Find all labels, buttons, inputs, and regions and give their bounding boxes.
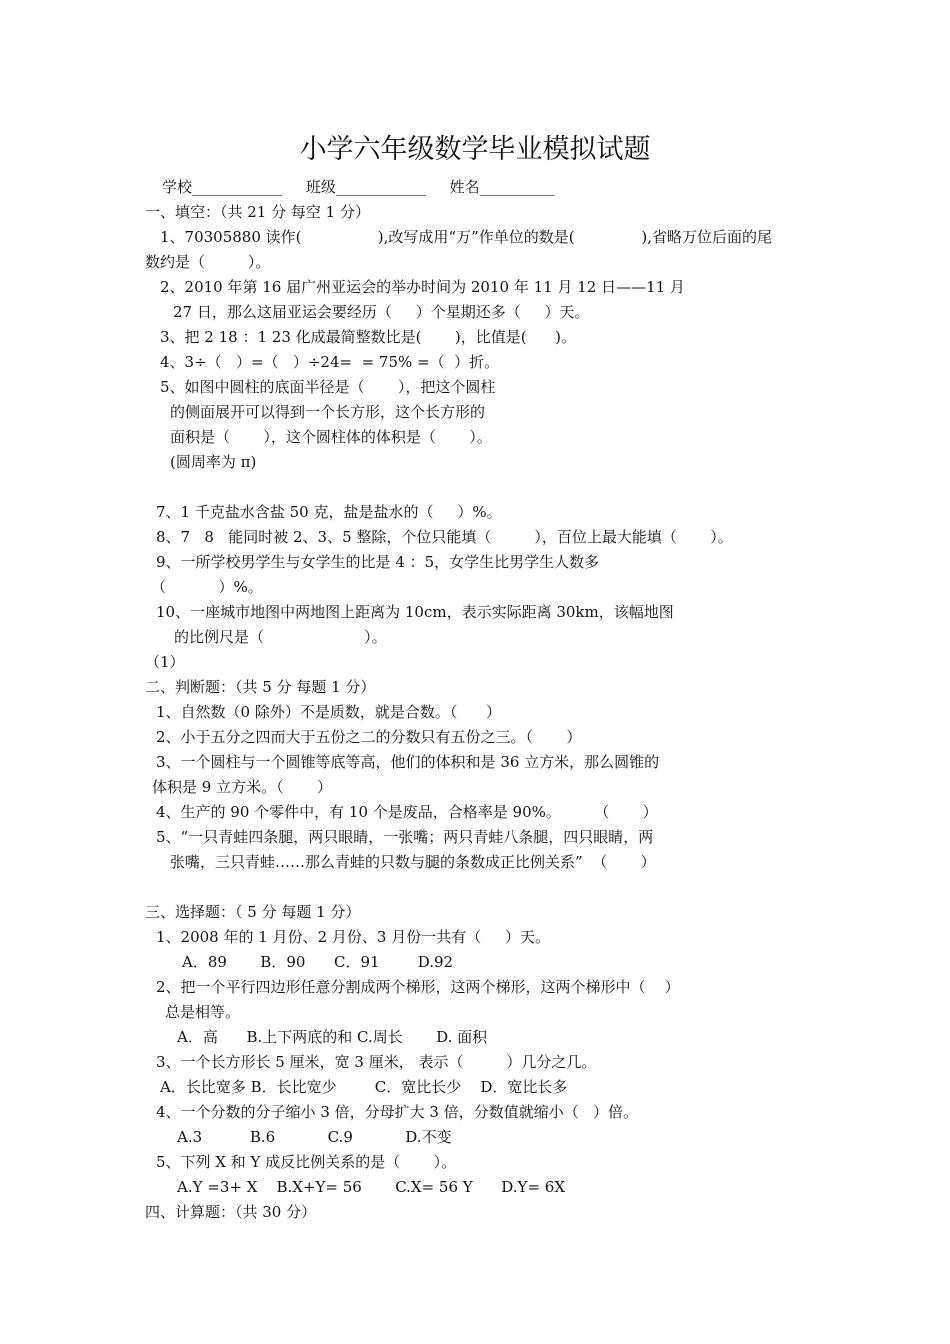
question-line: 张嘴，三只青蛙……那么青蛙的只数与腿的条数成正比例关系” （ ） (170, 853, 656, 871)
question-line: 3、一个圆柱与一个圆锥等底等高，他们的体积和是 36 立方米，那么圆锥的 (156, 753, 660, 771)
question-line: 5、下列 X 和 Y 成反比例关系的是（ ）。 (156, 1153, 457, 1171)
question-line: 的比例尺是（ ）。 (174, 628, 387, 646)
section-true-false-heading: 二、判断题：（共 5 分 每题 1 分） (145, 678, 376, 696)
section-choice-heading: 三、选择题：（ 5 分 每题 1 分） (145, 903, 361, 921)
question-line: 9、一所学校男学生与女学生的比是 4 ：5，女学生比男学生人数多 (156, 553, 600, 571)
question-line: 总是相等。 (165, 1003, 241, 1021)
question-line: 8、7 8 能同时被 2、3、5 整除，个位只能填（ ），百位上最大能填（ ）。 (156, 528, 733, 546)
question-line: 2、2010 年第 16 届广州亚运会的举办时间为 2010 年 11 月 12 日——11 月 (160, 278, 685, 296)
option-line: A．长比宽多 B．长比宽少 C．宽比长少 D．宽比长多 (160, 1078, 568, 1096)
option-line: A.3 B.6 C.9 D.不变 (177, 1128, 452, 1146)
option-line: A．89 B．90 C．91 D.92 (182, 953, 454, 971)
question-line: （ ）%。 (151, 578, 263, 596)
option-line: A．高 B.上下两底的和 C.周长 D. 面积 (177, 1028, 488, 1046)
question-line: 3、一个长方形长 5 厘米，宽 3 厘米， 表示（ ）几分之几。 (156, 1053, 597, 1071)
question-line: 2、小于五分之四而大于五份之二的分数只有五份之三。（ ） (156, 728, 582, 746)
question-line: 2、把一个平行四边形任意分割成两个梯形，这两个梯形，这两个梯形中（ ） (156, 978, 680, 996)
question-line: 27 日，那么这届亚运会要经历（ ）个星期还多（ ）天。 (173, 303, 590, 321)
question-line: 3、把 2 18 ：1 23 化成最简整数比是( )，比值是( )。 (160, 328, 577, 346)
question-line: 1、自然数（0 除外）不是质数，就是合数。（ ） (156, 703, 501, 721)
question-line: 的侧面展开可以得到一个长方形，这个长方形的 (170, 403, 486, 421)
question-line: 数约是（ ）。 (145, 253, 271, 271)
question-line: 7、1 千克盐水含盐 50 克，盐是盐水的（ ）%。 (156, 503, 502, 521)
question-line: 面积是（ ），这个圆柱体的体积是（ ）。 (170, 428, 492, 446)
question-line: 5、如图中圆柱的底面半径是（ ），把这个圆柱 (160, 378, 496, 396)
question-line: 5、“一只青蛙四条腿，两只眼睛，一张嘴；两只青蛙八条腿，四只眼睛，两 (156, 828, 654, 846)
question-line: 10、一座城市地图中两地图上距离为 10cm，表示实际距离 30km，该幅地图 (156, 603, 674, 621)
question-line: （1） (145, 653, 185, 671)
question-line: 体积是 9 立方米。（ ） (152, 778, 332, 796)
question-line: 4、生产的 90 个零件中，有 10 个是废品，合格率是 90%。 （ ） (156, 803, 658, 821)
student-info-line: 学校____________ 班级____________ 姓名__________ (162, 178, 555, 196)
question-line: 1、2008 年的 1 月份、2 月份、3 月份一共有（ ）天。 (156, 928, 551, 946)
question-line: 4、3÷（ ）=（ ）÷24= = 75% =（ ）折。 (160, 353, 500, 371)
question-line: 1、70305880 读作( ),改写成用“万”作单位的数是( ),省略万位后面的尾 (160, 228, 772, 246)
question-line: 4、一个分数的分子缩小 3 倍，分母扩大 3 倍，分数值就缩小（ ）倍。 (156, 1103, 639, 1121)
section-fill-in-heading: 一、填空：（共 21 分 每空 1 分） (145, 203, 370, 221)
section-calculation-heading: 四、计算题：（共 30 分） (145, 1203, 317, 1221)
option-line: A.Y =3+ X B.X+Y= 56 C.X= 56 Y D.Y= 6X (177, 1178, 566, 1196)
exam-title: 小学六年级数学毕业模拟试题 (299, 134, 651, 165)
question-line: (圆周率为 π) (170, 453, 257, 471)
